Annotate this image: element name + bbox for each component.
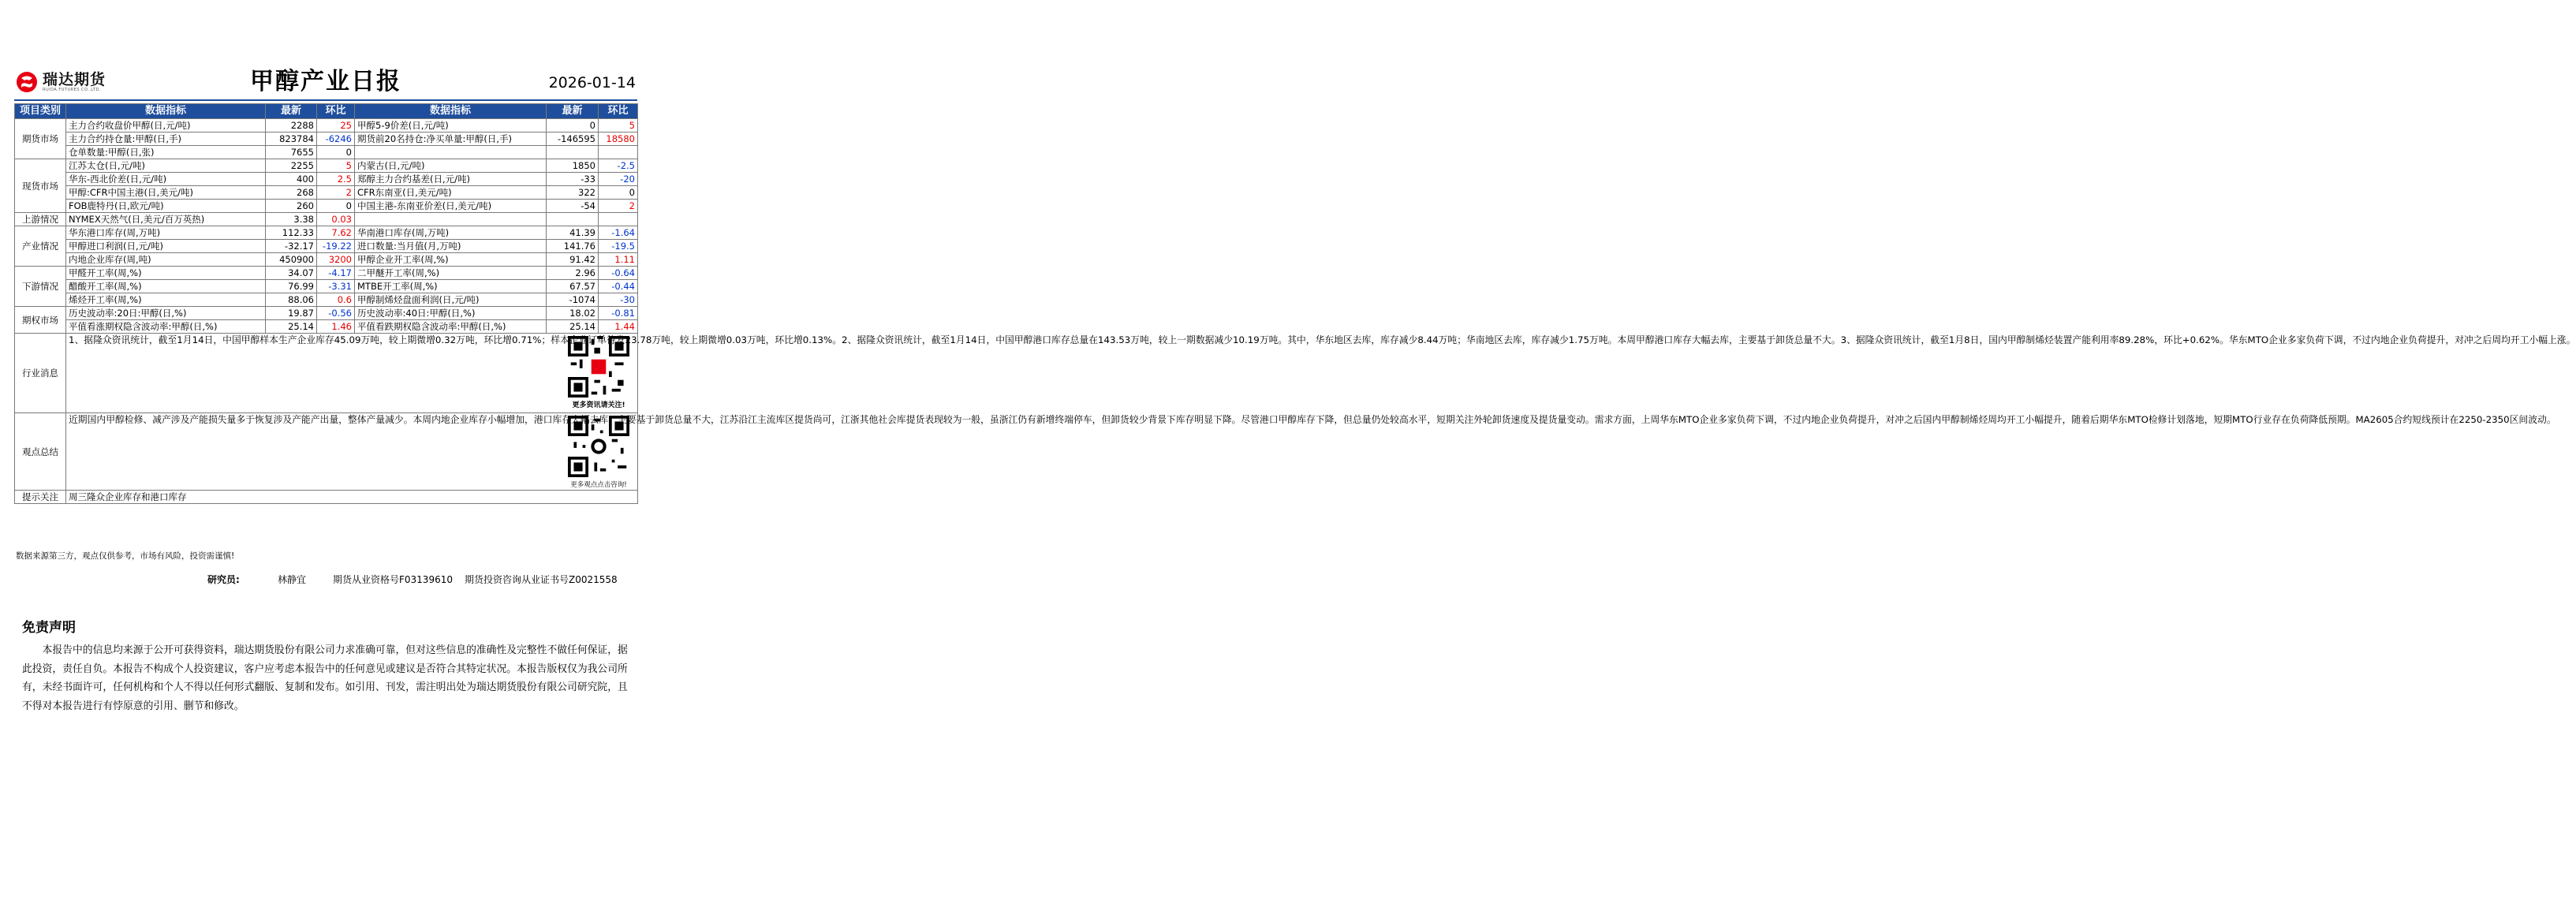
table-row bbox=[15, 213, 638, 226]
indicator-name-right: 郑醇主力合约基差(日,元/吨) bbox=[355, 173, 547, 186]
tips-text: 周三隆众企业库存和港口库存 bbox=[66, 491, 638, 504]
latest-value-right: 91.42 bbox=[547, 253, 599, 267]
category-cell: 期货市场 bbox=[15, 119, 66, 159]
latest-value-left: 7655 bbox=[266, 146, 317, 159]
latest-value-left: 2255 bbox=[266, 159, 317, 173]
analyst-label: 研究员: bbox=[207, 574, 240, 585]
indicator-name-right: 甲醇制烯烃盘面利润(日,元/吨) bbox=[355, 293, 547, 307]
indicator-name-left: NYMEX天然气(日,美元/百万英热) bbox=[66, 213, 266, 226]
change-value-right: -19.5 bbox=[599, 240, 638, 253]
indicator-name-right: 中国主港-东南亚价差(日,美元/吨) bbox=[355, 200, 547, 213]
table-row bbox=[15, 119, 638, 133]
header-indicator-left: 数据指标 bbox=[66, 104, 266, 119]
change-value-left: 0.6 bbox=[317, 293, 355, 307]
logo-company-english: RUIDA FUTURES CO.,LTD. bbox=[43, 87, 102, 92]
header-change-left: 环比 bbox=[317, 104, 355, 119]
indicator-name-left: 历史波动率:20日:甲醇(日,%) bbox=[66, 307, 266, 320]
latest-value-left: 88.06 bbox=[266, 293, 317, 307]
viewpoint-qr-caption: 更多观点点击咨询! bbox=[570, 481, 627, 489]
latest-value-left: 2288 bbox=[266, 119, 317, 133]
indicator-name-left: 甲醛开工率(周,%) bbox=[66, 267, 266, 280]
change-value-right: -0.44 bbox=[599, 280, 638, 293]
latest-value-left: 450900 bbox=[266, 253, 317, 267]
latest-value-right: 25.14 bbox=[547, 320, 599, 334]
latest-value-right: 2.96 bbox=[547, 267, 599, 280]
latest-value-right: 18.02 bbox=[547, 307, 599, 320]
indicator-name-right: MTBE开工率(周,%) bbox=[355, 280, 547, 293]
change-value-left: -6246 bbox=[317, 133, 355, 146]
latest-value-right: 67.57 bbox=[547, 280, 599, 293]
indicator-name-right bbox=[355, 213, 547, 226]
indicator-name-left: 甲醇进口利润(日,元/吨) bbox=[66, 240, 266, 253]
category-cell: 产业情况 bbox=[15, 226, 66, 267]
indicator-name-right: 平值看跌期权隐含波动率:甲醇(日,%) bbox=[355, 320, 547, 334]
indicator-name-left: 甲醇:CFR中国主港(日,美元/吨) bbox=[66, 186, 266, 200]
table-row bbox=[15, 267, 638, 280]
change-value-right: -2.5 bbox=[599, 159, 638, 173]
indicator-name-left: 平值看涨期权隐含波动率:甲醇(日,%) bbox=[66, 320, 266, 334]
viewpoint-text: 近期国内甲醇检修、减产涉及产能损失量多于恢复涉及产能产出量，整体产量减少。本周内地企业库存小幅增加，港口库存大幅去库，主要基于卸货总量不大，江苏沿江主流库区提货尚可，江浙其他社会库提货表现较为一般，虽浙江仍有新增终端停车，但卸货较少背景下库存明显下降。尽管港口甲醇库存下降，但总量仍处较高水平，短期关注外轮卸货速度及提货量变动。需求方面，上周华东MTO企业多家负荷下调，不过内地企业负荷提升，对冲之后国内甲醇制烯烃周均开工小幅提升，随着后期华东MTO检修计划落地，短期MTO行业存在负荷降低预期。MA2605合约短线预计在2250-2350区间波动。 bbox=[69, 414, 2556, 425]
indicator-name-left: 主力合约持仓量:甲醇(日,手) bbox=[66, 133, 266, 146]
table-row bbox=[15, 173, 638, 186]
news-cell bbox=[66, 334, 2576, 413]
table-row bbox=[15, 159, 638, 173]
change-value-left: 7.62 bbox=[317, 226, 355, 240]
indicator-name-left: 华东港口库存(周,万吨) bbox=[66, 226, 266, 240]
indicator-name-right: 进口数量:当月值(月,万吨) bbox=[355, 240, 547, 253]
change-value-left: 1.46 bbox=[317, 320, 355, 334]
latest-value-left: 25.14 bbox=[266, 320, 317, 334]
indicator-name-right: 期货前20名持仓:净买单量:甲醇(日,手) bbox=[355, 133, 547, 146]
indicator-name-right bbox=[355, 146, 547, 159]
source-note: 数据来源第三方，观点仅供参考，市场有风险，投资需谨慎! bbox=[16, 551, 235, 561]
indicator-name-left: 烯烃开工率(周,%) bbox=[66, 293, 266, 307]
news-qr-caption: 更多资讯请关注! bbox=[572, 401, 625, 409]
indicator-name-right: 华南港口库存(周,万吨) bbox=[355, 226, 547, 240]
indicator-name-right: 甲醇企业开工率(周,%) bbox=[355, 253, 547, 267]
logo-company-name: 瑞达期货 bbox=[43, 70, 106, 88]
change-value-right bbox=[599, 213, 638, 226]
indicator-name-left: 江苏太仓(日,元/吨) bbox=[66, 159, 266, 173]
change-value-right: 1.11 bbox=[599, 253, 638, 267]
table-row bbox=[15, 280, 638, 293]
table-row bbox=[15, 186, 638, 200]
table-row bbox=[15, 253, 638, 267]
industry-news-row bbox=[15, 334, 638, 413]
disclaimer-title: 免责声明 bbox=[22, 620, 76, 636]
change-value-right: 2 bbox=[599, 200, 638, 213]
indicator-name-left: 华东-西北价差(日,元/吨) bbox=[66, 173, 266, 186]
latest-value-left: 3.38 bbox=[266, 213, 317, 226]
change-value-left: -3.31 bbox=[317, 280, 355, 293]
change-value-right: 0 bbox=[599, 186, 638, 200]
header-latest-left: 最新 bbox=[266, 104, 317, 119]
indicator-name-left: 醋酸开工率(周,%) bbox=[66, 280, 266, 293]
indicator-name-right: CFR东南亚(日,美元/吨) bbox=[355, 186, 547, 200]
viewpoint-cell bbox=[66, 413, 2556, 491]
change-value-left: 2 bbox=[317, 186, 355, 200]
analyst-license-consulting: 期货投资咨询从业证书号Z0021558 bbox=[465, 574, 618, 585]
change-value-left: -19.22 bbox=[317, 240, 355, 253]
change-value-left: -4.17 bbox=[317, 267, 355, 280]
latest-value-left: 268 bbox=[266, 186, 317, 200]
latest-value-right: -146595 bbox=[547, 133, 599, 146]
change-value-right: -0.64 bbox=[599, 267, 638, 280]
report-title: 甲醇产业日报 bbox=[250, 68, 401, 95]
indicator-name-left: 内地企业库存(周,吨) bbox=[66, 253, 266, 267]
table-header-row bbox=[15, 104, 638, 119]
latest-value-left: 260 bbox=[266, 200, 317, 213]
header-indicator-right: 数据指标 bbox=[355, 104, 547, 119]
change-value-right: 18580 bbox=[599, 133, 638, 146]
latest-value-left: 34.07 bbox=[266, 267, 317, 280]
news-label: 行业消息 bbox=[15, 334, 66, 413]
change-value-right: 1.44 bbox=[599, 320, 638, 334]
latest-value-right bbox=[547, 146, 599, 159]
latest-value-right: 1850 bbox=[547, 159, 599, 173]
change-value-left: -0.56 bbox=[317, 307, 355, 320]
news-text: 1、据隆众资讯统计，截至1月14日，中国甲醇样本生产企业库存45.09万吨，较上期微增0.32万吨，环比增0.71%；样本企业订单待发23.78万吨，较上期微增0.03万吨，环比增0.13%。2、据隆众资讯统计，截至1月14日，中国甲醇港口库存总量在143.53万吨，较上一期数据减少10.19万吨。其中，华东地区去库，库存减少8.44万吨；华南地区去库，库存减少1.75万吨。本周甲醇港口库存大幅去库，主要基于卸货总量不大。3、据隆众资讯统计，截至1月8日，国内甲醇制烯烃装置产能利用率89.28%，环比+0.62%。华东MTO企业多家负荷下调，不过内地企业负荷提升，对冲之后周均开工小幅上涨。 bbox=[69, 334, 2576, 345]
header-divider bbox=[14, 99, 637, 101]
latest-value-left: 76.99 bbox=[266, 280, 317, 293]
table-row bbox=[15, 146, 638, 159]
indicator-name-left: FOB鹿特丹(日,欧元/吨) bbox=[66, 200, 266, 213]
latest-value-left: 400 bbox=[266, 173, 317, 186]
disclaimer-body: 本报告中的信息均来源于公开可获得资料，瑞达期货股份有限公司力求准确可靠，但对这些信息的准确性及完整性不做任何保证，据此投资，责任自负。本报告不构成个人投资建议，客户应考虑本报告中的任何意见或建议是否符合其特定状况。本报告版权仅为我公司所有，未经书面许可，任何机构和个人不得以任何形式翻版、复制和发布。如引用、刊发，需注明出处为瑞达期货股份有限公司研究院，且不得对本报告进行有悖原意的引用、删节和修改。 bbox=[22, 644, 628, 712]
report-header bbox=[0, 0, 651, 103]
indicator-name-right: 历史波动率:40日:甲醇(日,%) bbox=[355, 307, 547, 320]
change-value-left: 3200 bbox=[317, 253, 355, 267]
table-row bbox=[15, 200, 638, 213]
indicator-name-right: 甲醇5-9价差(日,元/吨) bbox=[355, 119, 547, 133]
latest-value-left: 112.33 bbox=[266, 226, 317, 240]
latest-value-right: 0 bbox=[547, 119, 599, 133]
change-value-right: -1.64 bbox=[599, 226, 638, 240]
table-row bbox=[15, 307, 638, 320]
latest-value-right: 141.76 bbox=[547, 240, 599, 253]
category-cell: 期权市场 bbox=[15, 307, 66, 334]
latest-value-right: 41.39 bbox=[547, 226, 599, 240]
change-value-right: -20 bbox=[599, 173, 638, 186]
viewpoint-row bbox=[15, 413, 638, 491]
report-date: 2026-01-14 bbox=[548, 74, 636, 91]
tips-row bbox=[15, 491, 638, 504]
latest-value-left: -32.17 bbox=[266, 240, 317, 253]
analyst-license-futures: 期货从业资格号F03139610 bbox=[333, 574, 453, 585]
table-row bbox=[15, 293, 638, 307]
change-value-left: 5 bbox=[317, 159, 355, 173]
category-cell: 上游情况 bbox=[15, 213, 66, 226]
change-value-right: 5 bbox=[599, 119, 638, 133]
indicator-name-left: 主力合约收盘价甲醇(日,元/吨) bbox=[66, 119, 266, 133]
latest-value-right: 322 bbox=[547, 186, 599, 200]
header-change-right: 环比 bbox=[599, 104, 638, 119]
change-value-right: -30 bbox=[599, 293, 638, 307]
latest-value-right bbox=[547, 213, 599, 226]
latest-value-right: -1074 bbox=[547, 293, 599, 307]
category-cell: 现货市场 bbox=[15, 159, 66, 213]
latest-value-left: 19.87 bbox=[266, 307, 317, 320]
change-value-right: -0.81 bbox=[599, 307, 638, 320]
change-value-left: 0 bbox=[317, 200, 355, 213]
change-value-left: 0.03 bbox=[317, 213, 355, 226]
viewpoint-label: 观点总结 bbox=[15, 413, 66, 491]
indicator-name-left: 仓单数量:甲醇(日,张) bbox=[66, 146, 266, 159]
indicator-name-right: 二甲醚开工率(周,%) bbox=[355, 267, 547, 280]
change-value-left: 25 bbox=[317, 119, 355, 133]
header-category: 项目类别 bbox=[15, 104, 66, 119]
change-value-left: 2.5 bbox=[317, 173, 355, 186]
table-row bbox=[15, 133, 638, 146]
category-cell: 下游情况 bbox=[15, 267, 66, 307]
indicator-name-right: 内蒙古(日,元/吨) bbox=[355, 159, 547, 173]
indicator-table bbox=[14, 103, 2576, 504]
latest-value-right: -54 bbox=[547, 200, 599, 213]
table-row bbox=[15, 320, 638, 334]
analyst-name: 林静宜 bbox=[278, 574, 307, 585]
header-latest-right: 最新 bbox=[547, 104, 599, 119]
latest-value-left: 823784 bbox=[266, 133, 317, 146]
table-row bbox=[15, 226, 638, 240]
change-value-right bbox=[599, 146, 638, 159]
latest-value-right: -33 bbox=[547, 173, 599, 186]
tips-label: 提示关注 bbox=[15, 491, 66, 504]
change-value-left: 0 bbox=[317, 146, 355, 159]
table-row bbox=[15, 240, 638, 253]
